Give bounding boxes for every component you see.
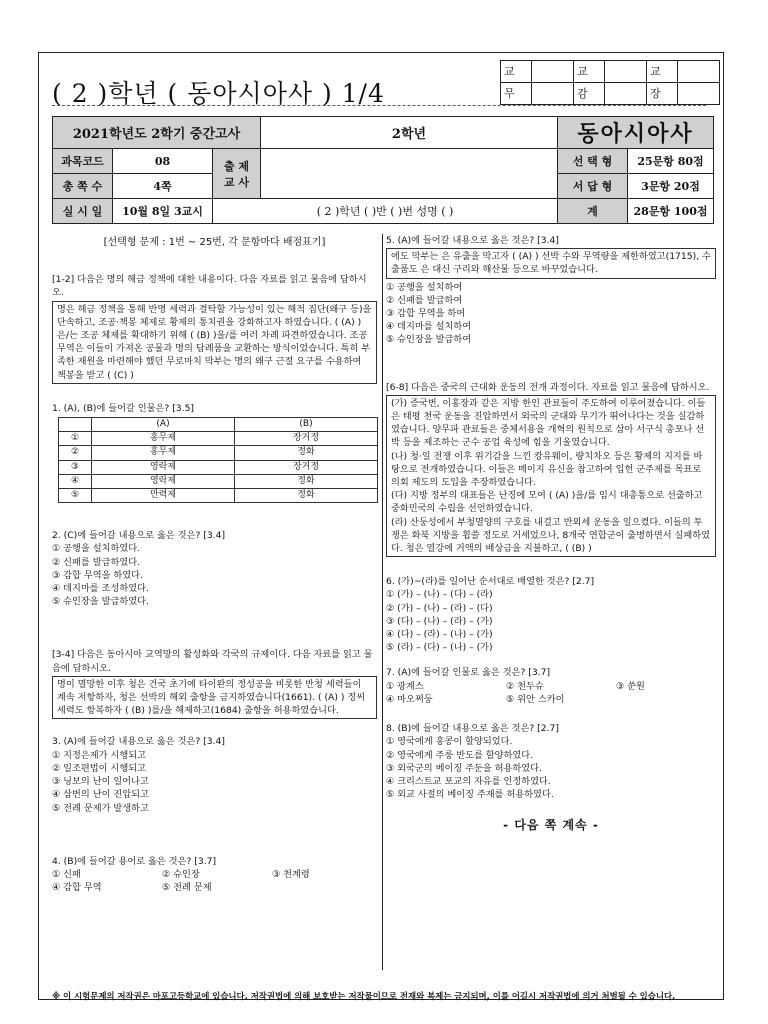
date-label: 실 시 일 xyxy=(53,199,113,224)
options xyxy=(386,680,716,706)
exam-info-table xyxy=(52,116,714,224)
student-info: ( 2 )학년 ( )반 ( )번 성명 ( ) xyxy=(213,199,558,224)
option-2[interactable]: ② xyxy=(59,446,92,460)
total-label: 계 xyxy=(558,199,628,224)
option-3[interactable]: ③ xyxy=(59,460,92,474)
subject-code: 08 xyxy=(113,149,213,174)
pages-value: 4쪽 xyxy=(113,174,213,199)
option-4[interactable]: ④ 감합 무역 xyxy=(52,882,102,894)
approval-label: 무 xyxy=(501,83,532,105)
approval-box xyxy=(500,60,720,105)
option-4[interactable]: ④ 삼번의 난이 진압되고 xyxy=(52,789,149,801)
passage-intro: [6-8] 다음은 중국의 근대화 운동의 전개 과정이다. 자료를 읽고 물음에 답하시오. xyxy=(386,381,710,393)
option-1[interactable]: ① 신패 xyxy=(52,868,81,880)
continue-notice: - 다음 쪽 계속 - xyxy=(503,818,599,833)
option-4[interactable]: ④ 데지마를 조성하였다. xyxy=(52,583,149,595)
section-header: [선택형 문제 : 1번 ~ 25번, 각 문항마다 배점표기] xyxy=(103,237,326,248)
option-5[interactable]: ⑤ (라) – (다) – (나) – (가) xyxy=(386,642,493,654)
total-value: 28문항 100점 xyxy=(628,199,714,224)
option-1[interactable]: ① (가) – (나) – (다) – (라) xyxy=(386,589,493,601)
passage-box: (가) 증국번, 이홍장과 같은 지방 한인 관료들이 주도하여 이루어졌습니다. 이들은 태평 천국 운동을 진압하면서 외국의 군대와 무기가 뛰어나다는 것을 실감하였습니다. 양무파 관료들은 중체서용을 개혁의 원칙으로 삼아 서구식 총포나 선박 등을 제조하는 군수 공업 육성에 힘을 기울였습니다. (나) 청·일 전쟁 이후 위기감을 느낀 캉유웨이, 량치차오 등은 황제의 지지를 바탕으로 전개하였습니다. 이들은 메이지 유신을 참고하여 입헌 군주제를 목표로 의회 제도의 도입을 주장하였습니다. (다) 지방 정부의 대표들은 난징에 모여 ( (A) )을/를 임시 대총통으로 선출하고 중화민국의 수립을 선언하였습니다. (라) 산둥성에서 부청멸양의 구호를 내걸고 반외세 운동을 일으켰다. 이들의 투쟁은 화북 지방을 휩쓸 정도로 거세었으나, 8개국 연합군이 출병하면서 실패하였다. 청은 열강에 거액의 배상금을 지불하고, ( (B) ) xyxy=(386,395,716,557)
approval-label: 장 xyxy=(647,83,678,105)
option-5[interactable]: ⑤ xyxy=(59,489,92,503)
options xyxy=(386,281,716,347)
maker-value xyxy=(261,149,558,199)
option-3[interactable]: ③ 닝보의 난이 일어나고 xyxy=(52,776,149,788)
option-3[interactable]: ③ (다) – (나) – (라) – (가) xyxy=(386,615,493,627)
option-3[interactable]: ③ 감합 무역을 하였다. xyxy=(52,569,143,581)
mc-value: 25문항 80점 xyxy=(628,149,714,174)
passage-box: 명이 멸망한 이후 청은 건국 초기에 타이완의 정성공을 비롯한 반청 세력들이 계속 저항하자, 청은 선박의 해외 출항을 금지하였습니다(1661). ( (A) ) 정씨 세력도 항복하자 ( (B) )를/을 해제하고(1684) 출항을 허용하였습니다. xyxy=(52,676,377,720)
code-label: 과목코드 xyxy=(53,149,113,174)
date-value: 10월 8일 3교시 xyxy=(113,199,213,224)
left-column xyxy=(52,234,377,894)
option-2[interactable]: ② 일조편법이 시행되고 xyxy=(52,762,146,774)
option-3[interactable]: ③ 쑨원 xyxy=(616,680,645,692)
answer-table: (A) (B) ① 홍무제 장거정 ② 홍무제 정화 ③ 영락제 장거정 ④ 영락제 정화 ⑤ 만력제 정화 xyxy=(58,417,378,503)
approval-label: 교 xyxy=(501,61,532,83)
option-4[interactable]: ④ 크리스트교 포교의 자유를 인정하였다. xyxy=(386,775,551,787)
option-2[interactable]: ② 슈인장 xyxy=(162,868,200,880)
question-4: 4. (B)에 들어갈 용어로 옳은 것은? [3.7] xyxy=(52,855,217,867)
option-2[interactable]: ② 천두슈 xyxy=(506,680,544,692)
passage-box: 에도 막부는 은 유출을 막고자 ( (A) ) 선박 수와 무역량을 제한하였고(1715), 수출품도 은 대신 구리와 해산물 등으로 바꾸었습니다. xyxy=(386,248,716,278)
option-5[interactable]: ⑤ 전례 문제가 발생하고 xyxy=(52,802,149,814)
approval-label: 감 xyxy=(574,83,605,105)
option-5[interactable]: ⑤ 슈인장을 발급하였다. xyxy=(52,596,149,608)
grade: 2학년 xyxy=(261,117,558,149)
option-4[interactable]: ④ (다) – (라) – (나) – (가) xyxy=(386,629,493,641)
maker-label: 출 제 교 사 xyxy=(213,149,261,199)
copyright-footer: ※ 이 시험문제의 저작권은 마포고등학교에 있습니다. 저작권법에 의해 보호받는 저작물이므로 전재와 복제는 금지되며, 이를 어길시 저작권법에 의거 처벌될 수 있습니다. xyxy=(52,991,676,1001)
approval-label: 교 xyxy=(647,61,678,83)
sa-value: 3문항 20점 xyxy=(628,174,714,199)
option-4[interactable]: ④ xyxy=(59,474,92,488)
option-2[interactable]: ② 영국에게 주룽 반도를 할양하였다. xyxy=(386,749,534,761)
subject-name: 동아시아사 xyxy=(558,117,714,149)
option-2[interactable]: ② 신패를 발급하여 xyxy=(386,294,463,306)
approval-label: 교 xyxy=(574,61,605,83)
question-5: 5. (A)에 들어갈 내용으로 옳은 것은? [3.4] xyxy=(386,235,559,246)
sa-label: 서 답 형 xyxy=(558,174,628,199)
option-1[interactable]: ① xyxy=(59,432,92,446)
divider xyxy=(52,105,706,106)
options xyxy=(386,735,716,801)
mc-label: 선 택 형 xyxy=(558,149,628,174)
option-3[interactable]: ③ 감합 무역을 하여 xyxy=(386,308,466,320)
options xyxy=(52,542,377,608)
option-5[interactable]: ⑤ 위안 스카이 xyxy=(506,693,565,705)
options xyxy=(52,868,377,894)
option-5[interactable]: ⑤ 외교 사절의 베이징 주재를 허용하였다. xyxy=(386,789,554,801)
question-7: 7. (A)에 들어갈 인물로 옳은 것은? [3.7] xyxy=(386,667,551,679)
question-3: 3. (A)에 들어갈 내용으로 옳은 것은? [3.4] xyxy=(52,736,225,748)
question-8: 8. (B)에 들어갈 내용으로 옳은 것은? [2.7] xyxy=(386,723,559,735)
option-1[interactable]: ① 영국에게 홍콩이 할양되었다. xyxy=(386,736,513,748)
passage-intro: [3-4] 다음은 동아시아 교역망의 활성화와 각국의 규제이다. 다음 자료를 읽고 물음에 답하시오. xyxy=(52,649,373,674)
option-3[interactable]: ③ 외국군의 베이징 주둔을 허용하였다. xyxy=(386,762,542,774)
page-title: ( 2 )학년 ( 동아시아사 ) 1/4 xyxy=(52,79,385,108)
option-1[interactable]: ① 공행을 설치하였다. xyxy=(52,543,140,555)
passage-intro: [1-2] 다음은 명의 해금 정책에 대한 내용이다. 다음 자료를 읽고 물음에 답하시오. xyxy=(52,274,367,299)
option-5[interactable]: ⑤ 전례 문제 xyxy=(162,882,212,894)
question-6: 6. (가)~(라)를 일어난 순서대로 배열한 것은? [2.7] xyxy=(386,576,595,588)
option-2[interactable]: ② 신패를 발급하였다. xyxy=(52,556,140,568)
option-1[interactable]: ① 광계스 xyxy=(386,680,424,692)
option-1[interactable]: ① 지정은제가 시행되고 xyxy=(52,749,146,761)
option-5[interactable]: ⑤ 슈인장을 발급하여 xyxy=(386,334,472,346)
passage-box: 명은 해금 정책을 통해 반명 세력과 결탁할 가능성이 있는 해적 집단(왜구 등)을 단속하고, 조공·책봉 체제로 황제의 통치권을 강화하고자 하였습니다. ( (A) )은/는 조공 체제를 확대하기 위해 ( (B) )을/를 여러 차례 파견하였습니다. 조공무역은 이들이 가져온 공물과 명의 답례품을 교환하는 방식이었습니다. 특히 부족한 재원을 마련해야 했던 무로마치 막부는 명의 왜구 근절 요구를 수용하여 책봉을 받고 ( (C) ) xyxy=(52,301,377,384)
options xyxy=(386,588,716,654)
option-4[interactable]: ④ 마오쩌둥 xyxy=(386,693,433,705)
column-divider xyxy=(382,234,383,970)
option-2[interactable]: ② (가) – (나) – (라) – (다) xyxy=(386,602,493,614)
option-3[interactable]: ③ 천계령 xyxy=(272,868,310,880)
right-column xyxy=(386,234,716,833)
exam-name: 2021학년도 2학기 중간고사 xyxy=(53,117,261,149)
question-1: 1. (A), (B)에 들어갈 인물은? [3.5] xyxy=(52,402,194,414)
options xyxy=(52,749,377,815)
pages-label: 총 쪽 수 xyxy=(53,174,113,199)
question-2: 2. (C)에 들어갈 내용으로 옳은 것은? [3.4] xyxy=(52,530,226,542)
option-1[interactable]: ① 공행을 설치하여 xyxy=(386,281,463,293)
option-4[interactable]: ④ 데지마를 설치하여 xyxy=(386,321,472,333)
